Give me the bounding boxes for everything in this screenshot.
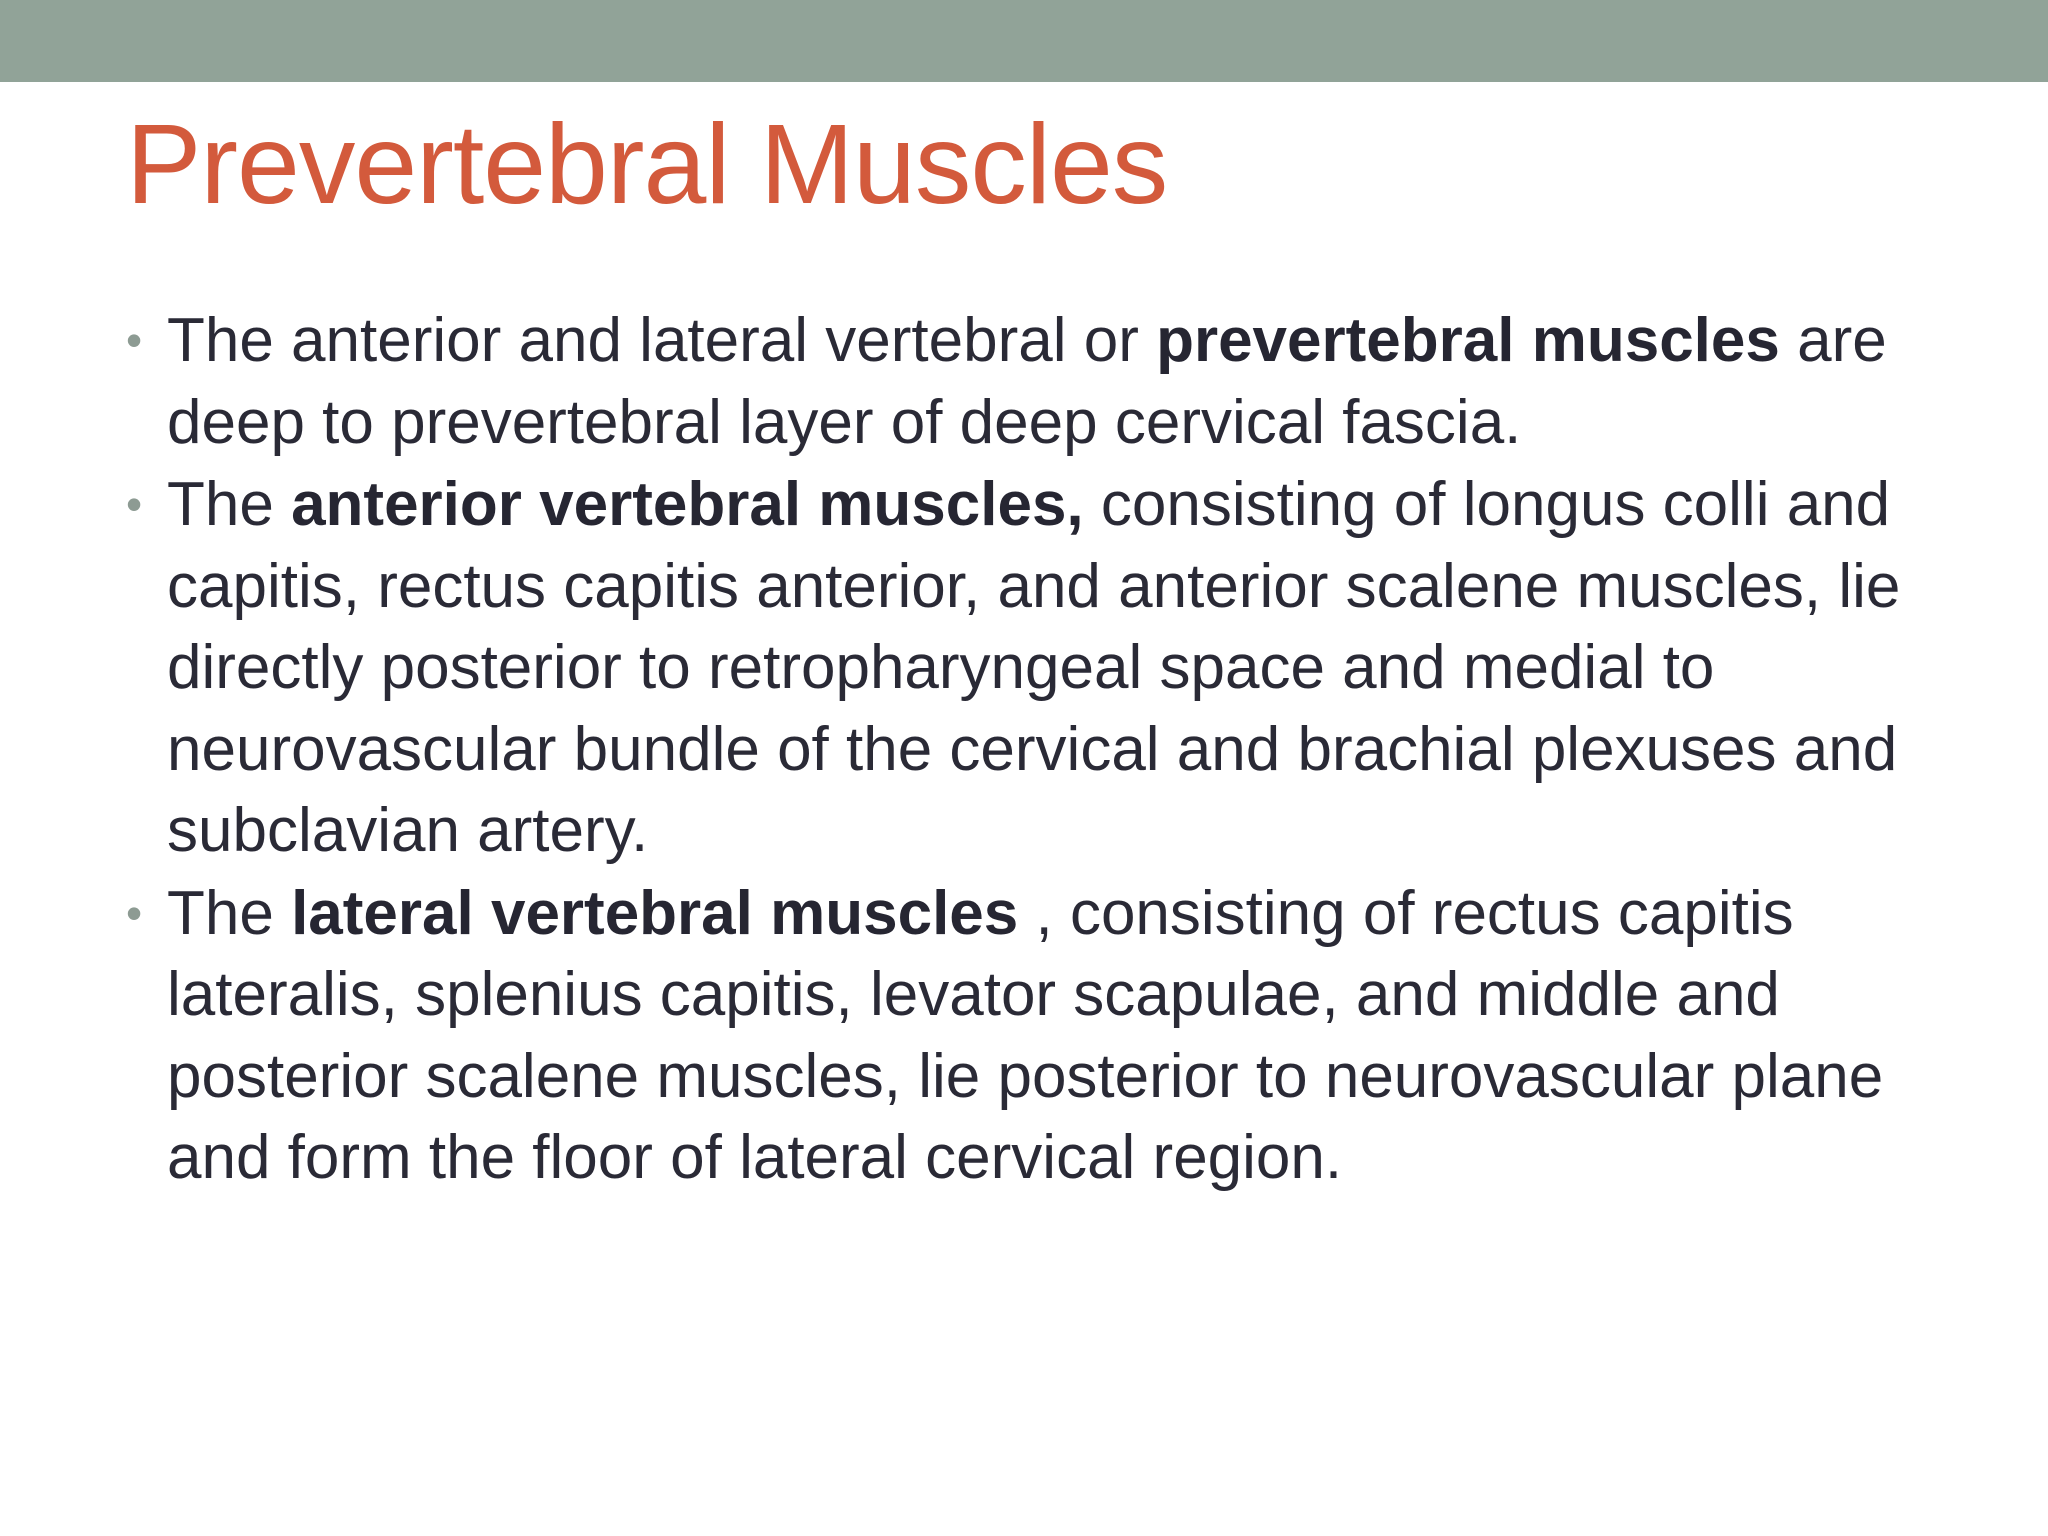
bullet-text-run: are deep to prevertebral layer of deep cervical fascia.	[167, 306, 1887, 457]
bullet-text-run: , consisting of rectus capitis lateralis, splenius capitis, levator scapulae, and middle and posterior scalene muscles, lie posterior to neurovascular plane and form the floor of lateral cervical region.	[167, 878, 1884, 1192]
bullet-list	[126, 300, 1916, 1200]
bullet-text	[167, 879, 1883, 1193]
top-banner-bar	[0, 0, 2048, 82]
bullet-text	[167, 470, 1900, 865]
bullet-dot-icon: •	[126, 478, 143, 530]
bullet-item	[126, 873, 1916, 1199]
bullet-item	[126, 464, 1916, 872]
bullet-bold-term: prevertebral muscles	[1156, 306, 1780, 375]
bullet-bold-term: anterior vertebral muscles,	[291, 470, 1084, 539]
bullet-dot-icon: •	[126, 314, 143, 366]
bullet-bold-term: lateral vertebral muscles	[291, 878, 1019, 948]
slide-title: Prevertebral Muscles	[126, 101, 1168, 227]
bullet-text-run: consisting of longus colli and capitis, rectus capitis anterior, and anterior scalene muscles, lie directly posterior to retropharyngeal space and medial to neurovascular bundle of the cervical and brachial plexuses and subclavian artery.	[167, 470, 1901, 865]
bullet-text	[167, 306, 1887, 457]
bullet-text-run: The	[167, 470, 292, 539]
bullet-text-run: The anterior and lateral vertebral or	[167, 306, 1157, 375]
bullet-text-run: The	[167, 878, 292, 948]
bullet-item	[126, 300, 1916, 463]
bullet-dot-icon: •	[126, 886, 143, 939]
